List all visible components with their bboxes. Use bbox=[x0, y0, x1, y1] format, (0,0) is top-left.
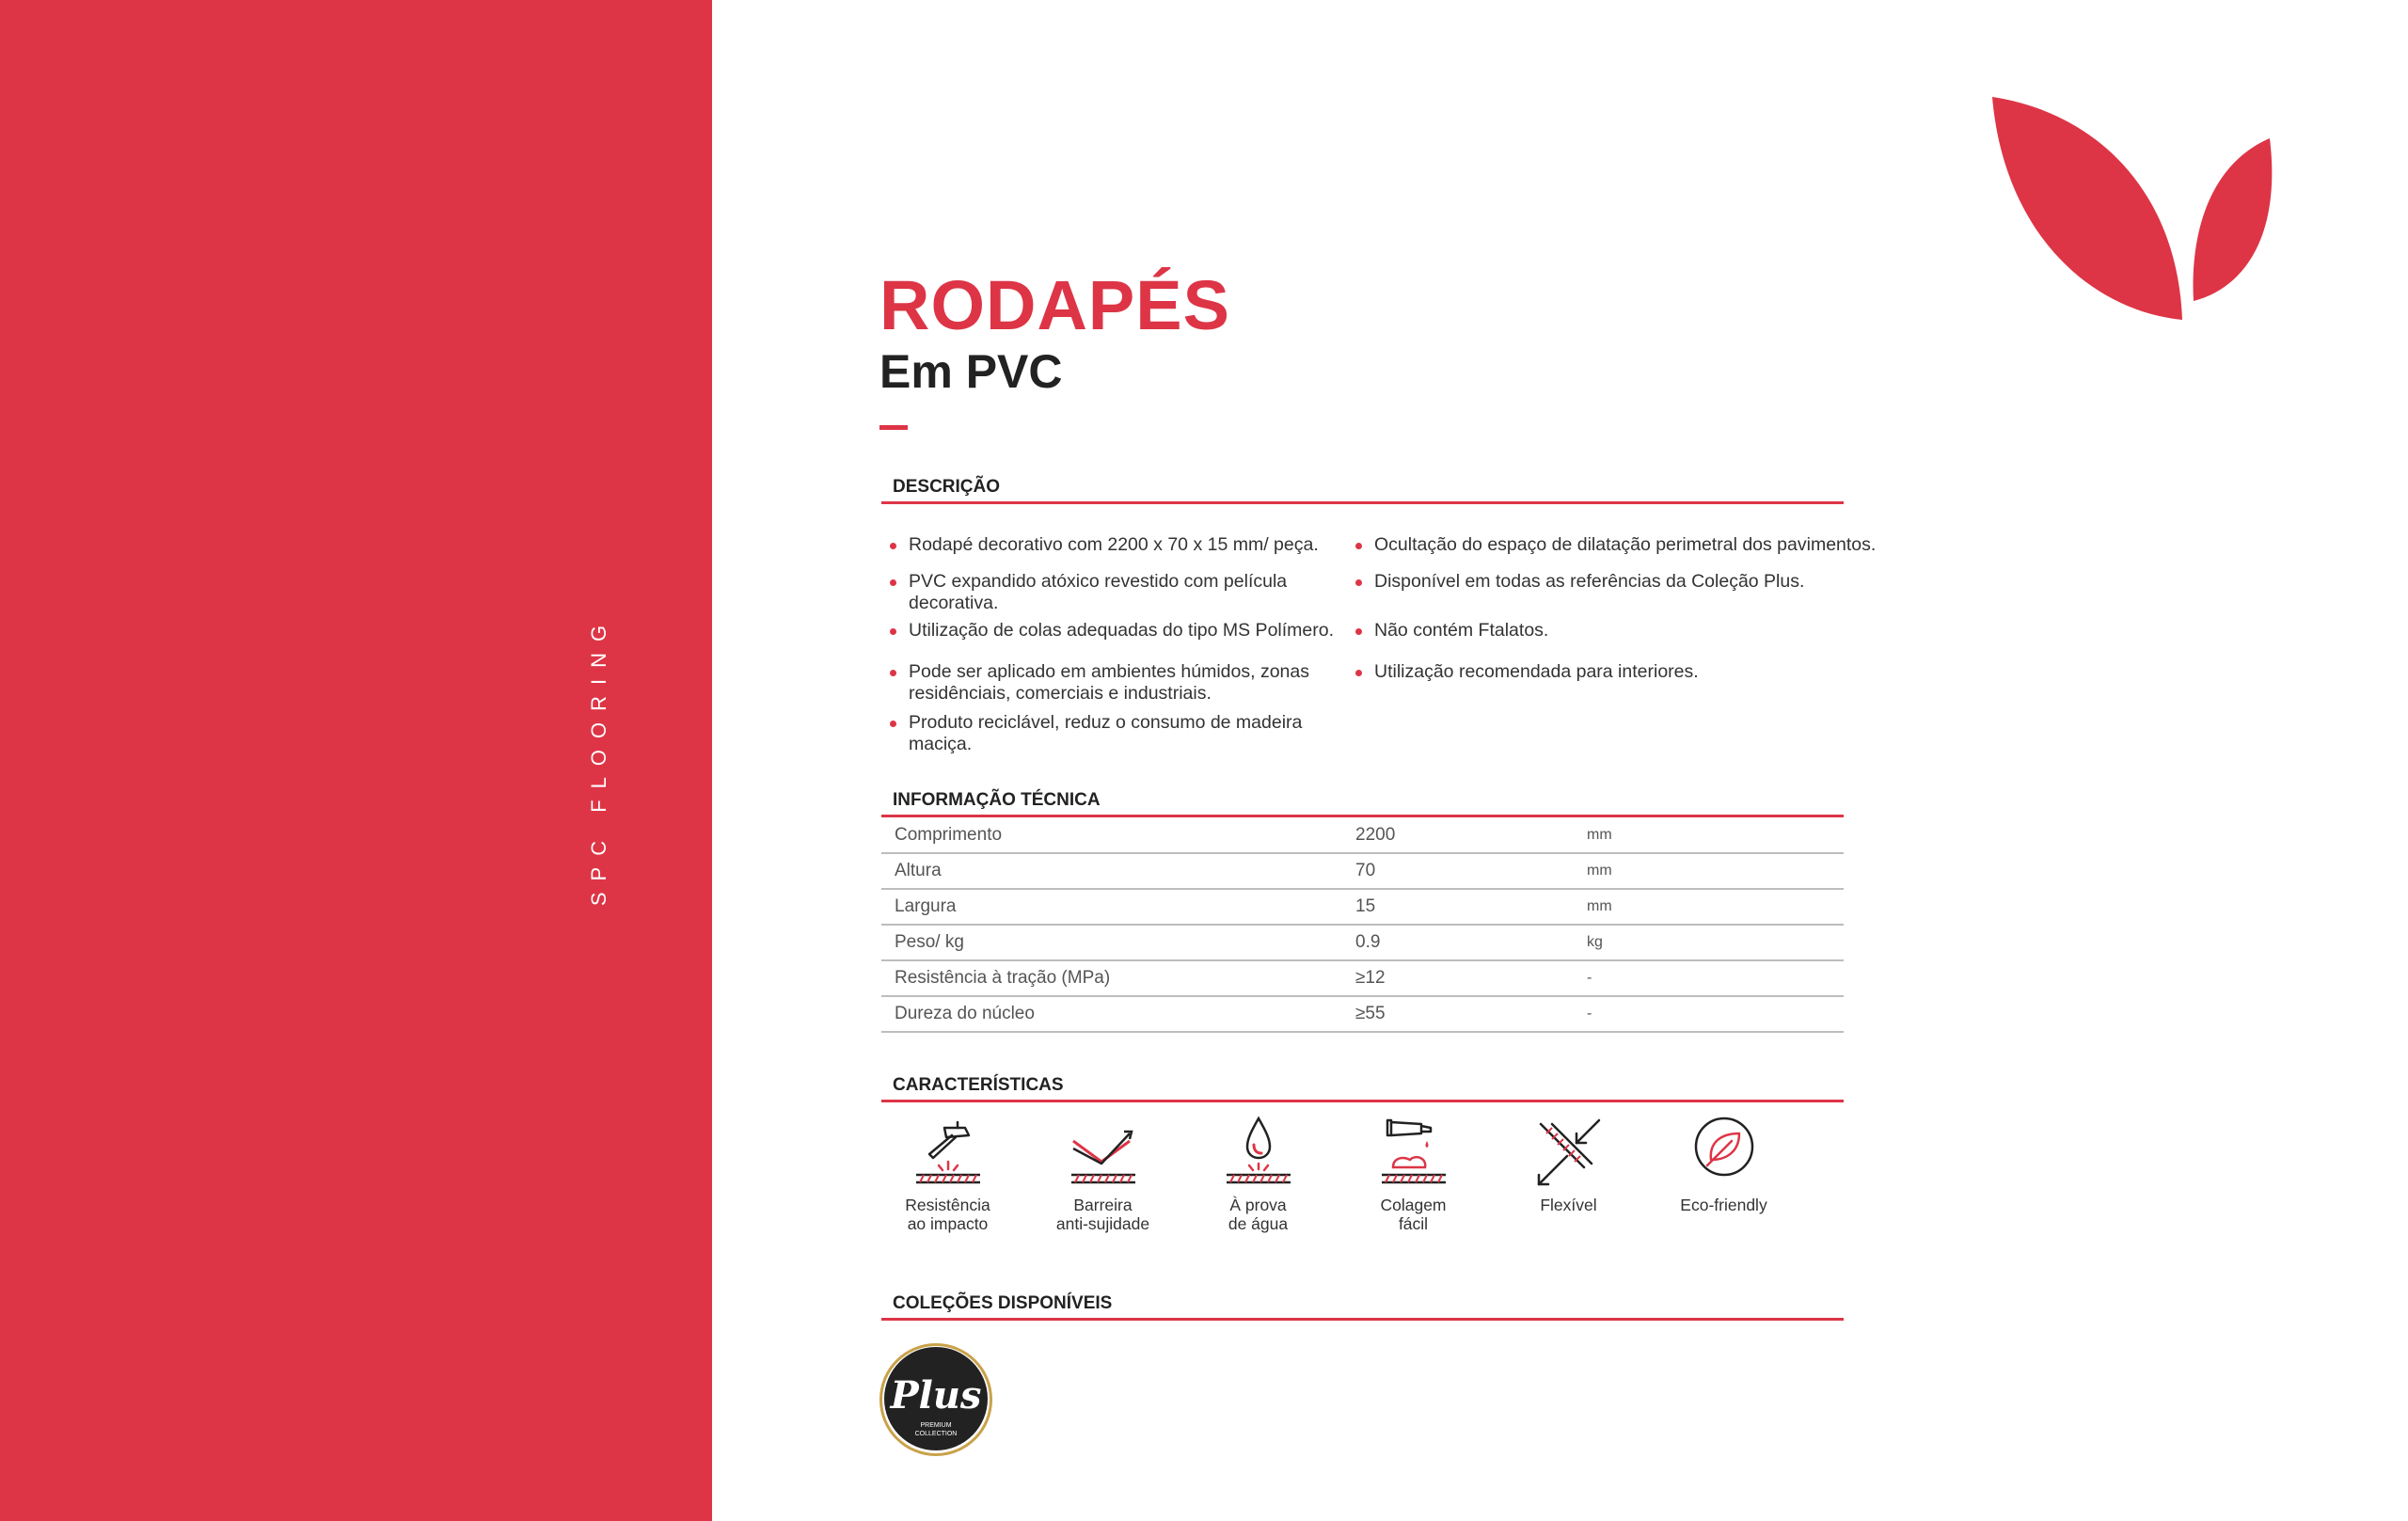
feature-item bbox=[1491, 1115, 1646, 1233]
page-subtitle: Em PVC bbox=[879, 345, 1063, 398]
features-row bbox=[870, 1115, 1801, 1233]
row-label: Largura bbox=[881, 889, 1342, 925]
list-item: Produto reciclável, reduz o consumo de madeira maciça. bbox=[889, 712, 1340, 755]
section-title-descricao: DESCRIÇÃO bbox=[881, 477, 1844, 504]
list-item: Ocultação do espaço de dilatação perimetral dos pavimentos. bbox=[1354, 534, 1919, 556]
feature-item bbox=[1336, 1115, 1491, 1233]
badge-line-1: PREMIUM bbox=[920, 1422, 952, 1429]
row-label: Comprimento bbox=[881, 818, 1342, 853]
leaf-logo-icon bbox=[1975, 89, 2286, 334]
section-title-colecoes: COLEÇÕES DISPONÍVEIS bbox=[881, 1293, 1844, 1321]
row-value: ≥55 bbox=[1342, 996, 1574, 1032]
table-row bbox=[881, 818, 1844, 853]
table-row bbox=[881, 925, 1844, 960]
feature-item bbox=[870, 1115, 1025, 1233]
feature-item bbox=[1025, 1115, 1180, 1233]
dirt-barrier-icon bbox=[1064, 1115, 1143, 1190]
feature-item bbox=[1180, 1115, 1336, 1233]
badge-line-2: COLLECTION bbox=[914, 1431, 958, 1437]
row-value: 15 bbox=[1342, 889, 1574, 925]
section-title-caracteristicas: CARACTERÍSTICAS bbox=[881, 1075, 1844, 1102]
row-value: 2200 bbox=[1342, 818, 1574, 853]
list-item: Utilização recomendada para interiores. bbox=[1354, 661, 1919, 683]
row-unit: mm bbox=[1574, 818, 1844, 853]
page-title: RODAPÉS bbox=[879, 266, 1230, 344]
water-drop-icon bbox=[1219, 1115, 1298, 1190]
section-title-info-tecnica: INFORMAÇÃO TÉCNICA bbox=[881, 790, 1844, 817]
feature-label-line1: Eco-friendly bbox=[1680, 1196, 1767, 1214]
row-unit: - bbox=[1574, 960, 1844, 996]
feature-label-line1: Barreira bbox=[1073, 1196, 1133, 1214]
row-value: 70 bbox=[1342, 853, 1574, 889]
row-label: Altura bbox=[881, 853, 1342, 889]
description-list-right bbox=[1354, 534, 1919, 683]
title-accent-bar bbox=[879, 425, 908, 430]
sidebar-band bbox=[0, 0, 712, 1521]
description-list-left bbox=[889, 534, 1340, 755]
feature-label-line1: Resistência bbox=[905, 1196, 990, 1214]
row-unit: mm bbox=[1574, 853, 1844, 889]
plus-collection-badge bbox=[879, 1340, 993, 1459]
list-item: Não contém Ftalatos. bbox=[1354, 620, 1919, 642]
feature-label-line2: fácil bbox=[1398, 1214, 1429, 1233]
row-label: Dureza do núcleo bbox=[881, 996, 1342, 1032]
row-label: Resistência à tração (MPa) bbox=[881, 960, 1342, 996]
table-row bbox=[881, 853, 1844, 889]
feature-label-line1: Flexível bbox=[1540, 1196, 1597, 1214]
list-item: Utilização de colas adequadas do tipo MS Polímero. bbox=[889, 620, 1340, 642]
feature-label-line2: de água bbox=[1228, 1214, 1289, 1233]
list-item: PVC expandido atóxico revestido com película decorativa. bbox=[889, 571, 1340, 614]
list-item: Disponível em todas as referências da Coleção Plus. bbox=[1354, 571, 1919, 593]
table-row bbox=[881, 960, 1844, 996]
eco-leaf-icon bbox=[1685, 1115, 1764, 1190]
row-unit: - bbox=[1574, 996, 1844, 1032]
list-item: Pode ser aplicado em ambientes húmidos, zonas residênciais, comerciais e industriais. bbox=[889, 661, 1340, 705]
feature-label-line1: À prova bbox=[1229, 1196, 1287, 1214]
row-value: 0.9 bbox=[1342, 925, 1574, 960]
feature-label-line1: Colagem bbox=[1380, 1196, 1447, 1214]
feature-label-line2: anti-sujidade bbox=[1055, 1214, 1150, 1233]
table-row bbox=[881, 889, 1844, 925]
feature-item bbox=[1646, 1115, 1801, 1233]
badge-script: Plus bbox=[890, 1373, 982, 1418]
list-item: Rodapé decorativo com 2200 x 70 x 15 mm/ peça. bbox=[889, 534, 1340, 556]
feature-label-line2: ao impacto bbox=[907, 1214, 989, 1233]
glue-tube-icon bbox=[1374, 1115, 1453, 1190]
row-value: ≥12 bbox=[1342, 960, 1574, 996]
flexible-icon bbox=[1529, 1115, 1608, 1190]
sidebar-label: SPC FLOORING bbox=[587, 613, 610, 907]
tech-info-table bbox=[881, 818, 1844, 1033]
hammer-impact-icon bbox=[909, 1115, 988, 1190]
table-row bbox=[881, 996, 1844, 1032]
row-label: Peso/ kg bbox=[881, 925, 1342, 960]
row-unit: kg bbox=[1574, 925, 1844, 960]
row-unit: mm bbox=[1574, 889, 1844, 925]
